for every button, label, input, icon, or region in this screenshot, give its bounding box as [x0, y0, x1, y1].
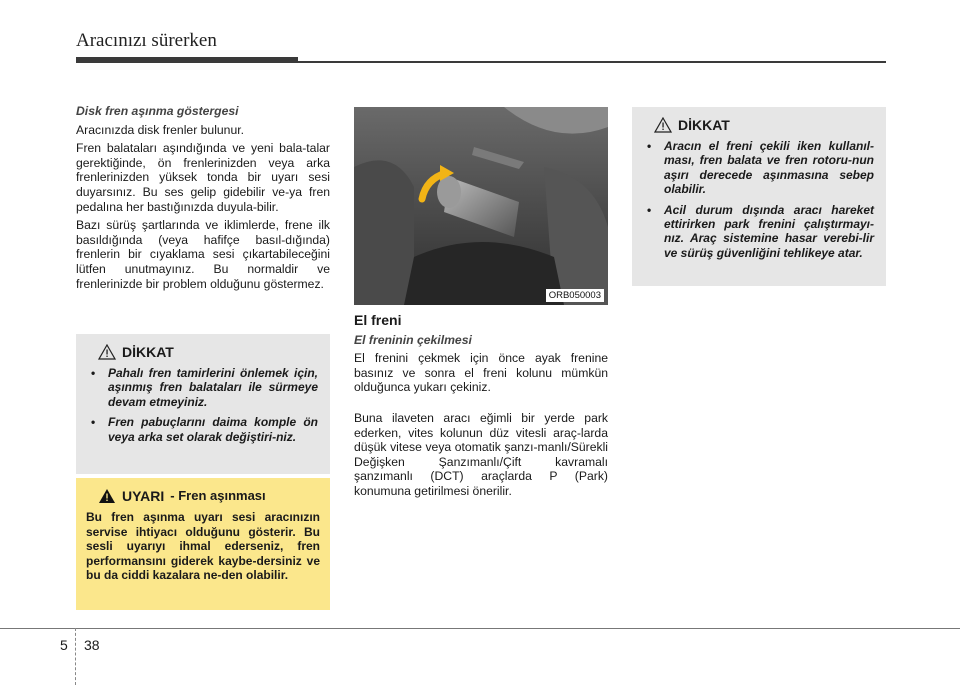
warning-triangle-filled-icon: [98, 488, 116, 504]
caution-title: DİKKAT: [678, 116, 730, 133]
paragraph: Bazı sürüş şartlarında ve iklimlerde, frene ilk basıldığında (veya hafifçe basıl-dığında) frenlerin bir cıyaklama sesi çıkartabileceğini lütfen unutmayınız. Bu normaldir ve frenlerinizde bir problem olduğunu göstermez.: [76, 218, 330, 291]
header-bar: [76, 57, 298, 63]
parking-brake-illustration: [354, 107, 608, 305]
warning-text: Bu fren aşınma uyarı sesi aracınızın servise ihtiyacı olduğunu gösterir. Bu sesli uyarıyı ihmal ederseniz, fren performansını giderek kaybe-dersiniz ve bu da ciddi kazalara ne-den olabilir.: [86, 510, 320, 583]
caution-header: [644, 117, 874, 133]
parking-brake-photo: [354, 107, 608, 305]
page-header-title: Aracınızı sürerken: [76, 30, 217, 51]
caution-list: [644, 139, 874, 260]
caution-title: DİKKAT: [122, 343, 174, 360]
chapter-number: 5: [60, 637, 68, 653]
header-rule: [298, 61, 886, 63]
parking-brake-heading: El freni: [354, 312, 402, 328]
parking-brake-section: [354, 313, 608, 503]
paragraph: Buna ilaveten aracı eğimli bir yerde park ederken, vites kolunun düz vitesli araç-larda düşük vitese veya otomatik şanzı-manlı/Sürekli Değişken Şanzımanlı/Çift kavramalı şanzımanlı (DCT) araçlarda P (Park) konumuna getirilmesi önerilir.: [354, 410, 608, 498]
paragraph: El frenini çekmek için önce ayak frenine basınız ve sonra el freni kolunu mümkün olduğunca yukarı çekiniz.: [354, 351, 608, 395]
caution-box-parking-brake: [632, 107, 886, 286]
warning-title: UYARI: [122, 487, 165, 504]
warning-box-brake-wear: [76, 478, 330, 610]
warning-header: [86, 488, 320, 504]
warning-triangle-icon: [654, 117, 672, 133]
footer-divider: [75, 628, 76, 685]
caution-item: • Aracın el freni çekili iken kullanıl-ması, fren balata ve fren rotoru-nun aşırı derecede aşınmasına sebep olabilir.: [644, 139, 874, 197]
warning-subtitle: - Fren aşınması: [170, 487, 266, 503]
disk-brake-section: [76, 104, 330, 295]
caution-item: • Fren pabuçlarını daima komple ön veya arka set olarak değiştiri-niz.: [88, 415, 318, 444]
footer-rule: [0, 628, 960, 629]
caution-item: • Pahalı fren tamirlerini önlemek için, aşınmış fren balataları ile sürmeye devam etmeyiniz.: [88, 366, 318, 409]
disk-brake-subheading: Disk fren aşınma göstergesi: [76, 104, 239, 118]
caution-item: • Acil durum dışında aracı hareket ettirirken park frenini çalıştırmayı-nız. Araç sistemine hasar verebi-lir ve sürüş güvenliğini tehlikeye atar.: [644, 203, 874, 261]
warning-triangle-icon: [98, 344, 116, 360]
caution-box-brake-pads: [76, 334, 330, 474]
caution-list: [88, 366, 318, 444]
page-number: 38: [84, 637, 100, 653]
caution-header: [88, 344, 318, 360]
parking-brake-subheading: El freninin çekilmesi: [354, 332, 472, 347]
photo-code-label: ORB050003: [546, 289, 604, 302]
paragraph: Aracınızda disk frenler bulunur.: [76, 122, 245, 137]
paragraph: Fren balataları aşındığında ve yeni bala-talar gerektiğinde, ön frenlerinizden veya arka frenlerinizden yüksek tonda bir uyarı sesi duyarsınız. Bu ses gelip gidebilir ve-ya fren pedalına her bastığınızda duyula-bilir.: [76, 141, 330, 214]
